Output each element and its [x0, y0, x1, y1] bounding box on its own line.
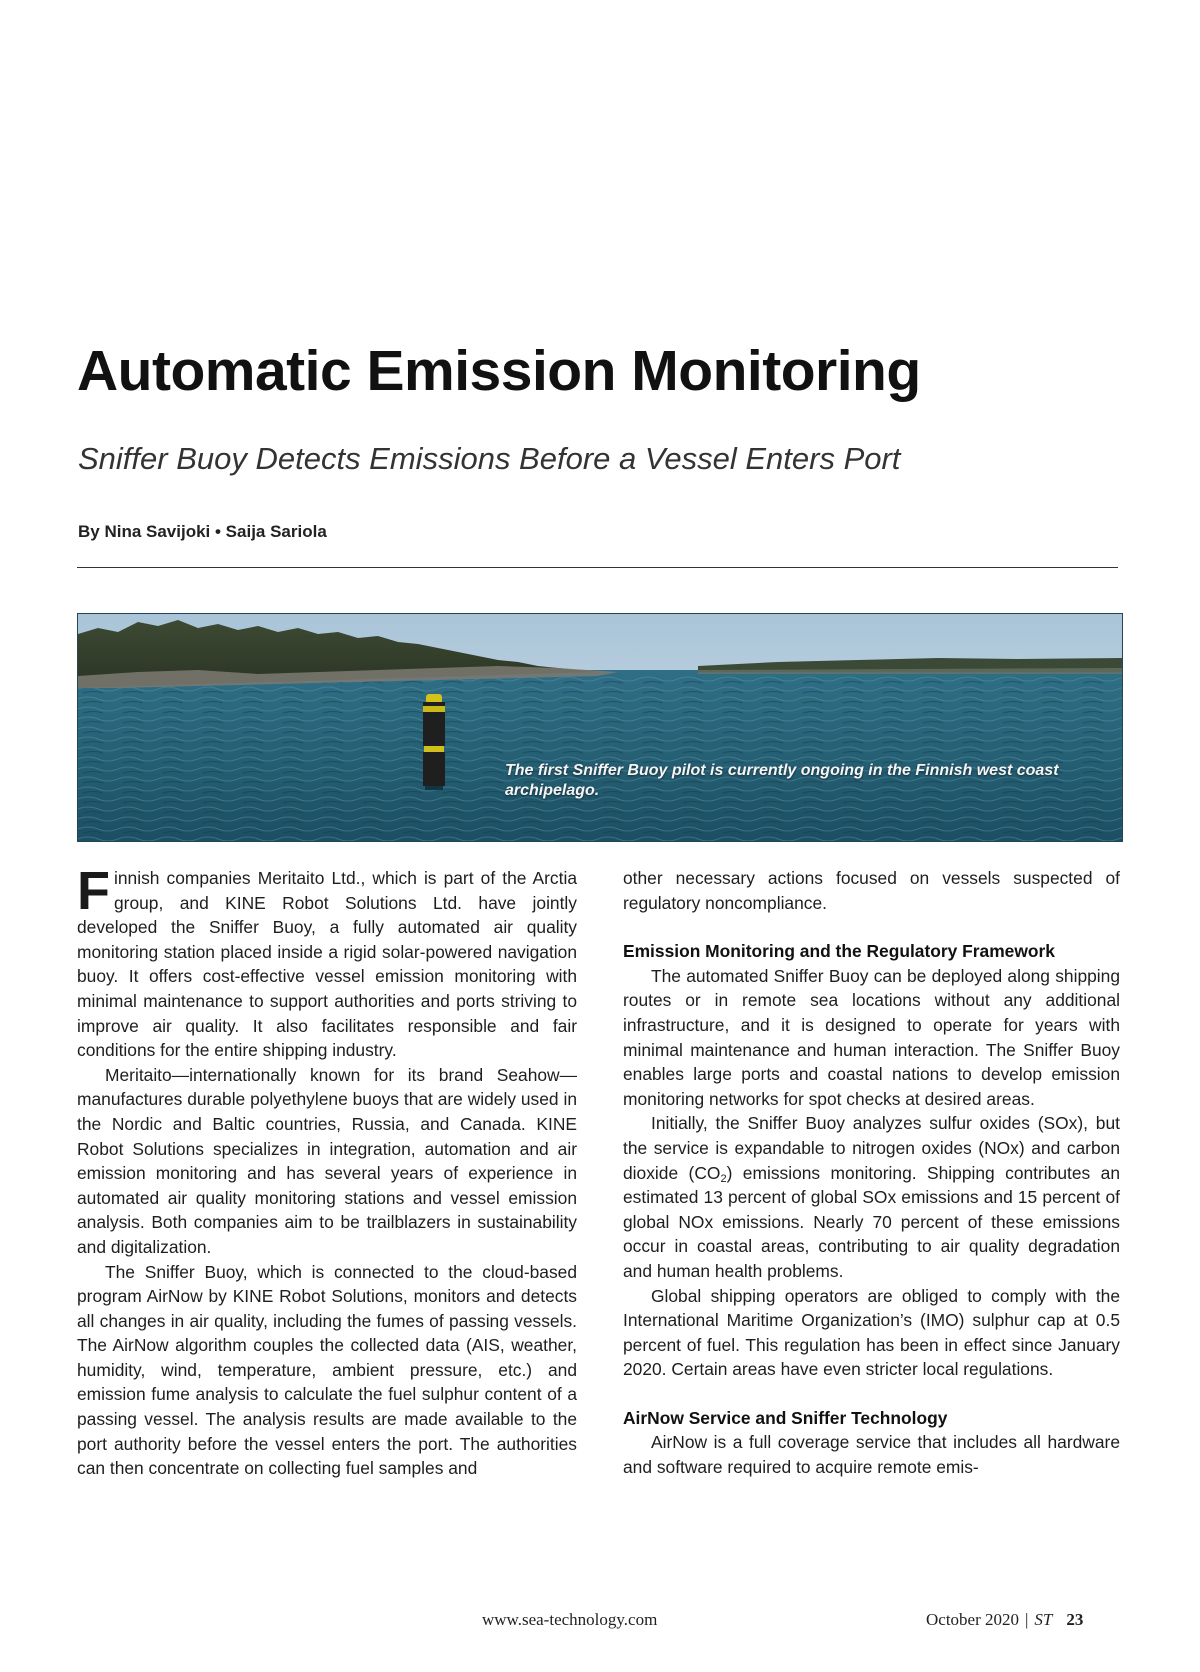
paragraph-meritaito: Meritaito—internationally known for its brand Seahow—manufactures durable polyethylene buoys that are widely used in the Nordic and Baltic countries, Russia, and Canada. KINE Robot Solutions specializes in integration, automation and air emission monitoring and has several years of experience in automated air quality monitoring stations and vessel emission analysis. Both companies aim to be trailblazers in sustainability and digitalization. [77, 1064, 577, 1257]
footer-separator: | [1025, 1610, 1029, 1629]
buoy-icon [423, 694, 445, 790]
paragraph-intro-text: innish companies Meritaito Ltd., which is part of the Arctia group, and KINE Robot Solutions Ltd. have jointly developed the Sniffer Buoy, a fully automated air quality monitoring station placed inside a rigid solar-powered navigation buoy. It offers cost-effective vessel emission monitoring with minimal maintenance to support authorities and ports striving to improve air quality. It also facilitates responsible and fair conditions for the entire shipping industry. [77, 868, 577, 1061]
paragraph-airnow: AirNow is a full coverage service that includes all hardware and software required to acquire remote emis- [623, 1432, 1120, 1478]
byline: By Nina Savijoki • Saija Sariola [78, 522, 327, 541]
emissions-text-a: Initially, the Sniffer Buoy analyzes sulfur oxides (SOx), but the service is expandable to nitrogen oxides (NOx) and carbon dioxide (CO [623, 1113, 1120, 1183]
paragraph-intro [77, 861, 577, 1063]
footer-url: www.sea-technology.com [482, 1610, 658, 1629]
paragraph-emissions [623, 1111, 1120, 1283]
section-heading-regulatory: Emission Monitoring and the Regulatory Framework [623, 941, 1055, 962]
article-column-left [77, 861, 577, 1481]
article-subtitle: Sniffer Buoy Detects Emissions Before a Vessel Enters Port [78, 441, 901, 476]
article-title: Automatic Emission Monitoring [77, 339, 921, 403]
page-number: 23 [1066, 1610, 1084, 1629]
paragraph-sniffer-buoy: The Sniffer Buoy, which is connected to the cloud-based program AirNow by KINE Robot Solutions, monitors and detects all changes in air quality, including the fumes of passing vessels. The AirNow algorithm couples the collected data (AIS, weather, humidity, wind, temperature, ambient pressure, etc.) and emission fume analysis to calculate the fuel sulphur content of a passing vessel. The analysis results are made available to the port authority before the vessel enters the port. The authorities can then concentrate on collecting fuel samples and [77, 1261, 577, 1479]
sniffer-buoy-photo [77, 613, 1123, 842]
header-divider [77, 567, 1118, 568]
paragraph-imo: Global shipping operators are obliged to comply with the International Maritime Organization’s (IMO) sulphur cap at 0.5 percent of fuel. This regulation has been in effect since January 2020. Certain areas have even stricter local regulations. [623, 1285, 1120, 1380]
drop-cap: F [77, 861, 110, 921]
article-column-right [623, 866, 1120, 1480]
photo-caption: The first Sniffer Buoy pilot is currently ongoing in the Finnish west coast archipelago. [505, 762, 1059, 799]
co2-subscript: 2 [720, 1172, 727, 1185]
emissions-text-b: ) emissions monitoring. Shipping contributes an estimated 13 percent of global SOx emissions and 15 percent of global NOx emissions. Nearly 70 percent of these emissions occur in coastal areas, contributing to air quality degradation and human health problems. [623, 1162, 1120, 1281]
section-heading-airnow: AirNow Service and Sniffer Technology [623, 1407, 948, 1428]
footer-date: October 2020 [926, 1610, 1020, 1629]
sea-scene-illustration [78, 614, 1123, 842]
footer-issue [926, 1610, 1083, 1630]
footer-magazine: ST [1034, 1610, 1053, 1629]
paragraph-deployment: The automated Sniffer Buoy can be deployed along shipping routes or in remote sea locations without any additional infrastructure, and it is designed to operate for years with minimal maintenance and human interaction. The Sniffer Buoy enables large ports and coastal nations to develop emission monitoring networks for spot checks at desired areas. [623, 965, 1120, 1109]
paragraph-continued: other necessary actions focused on vessels suspected of regulatory noncompliance. [623, 868, 1120, 913]
